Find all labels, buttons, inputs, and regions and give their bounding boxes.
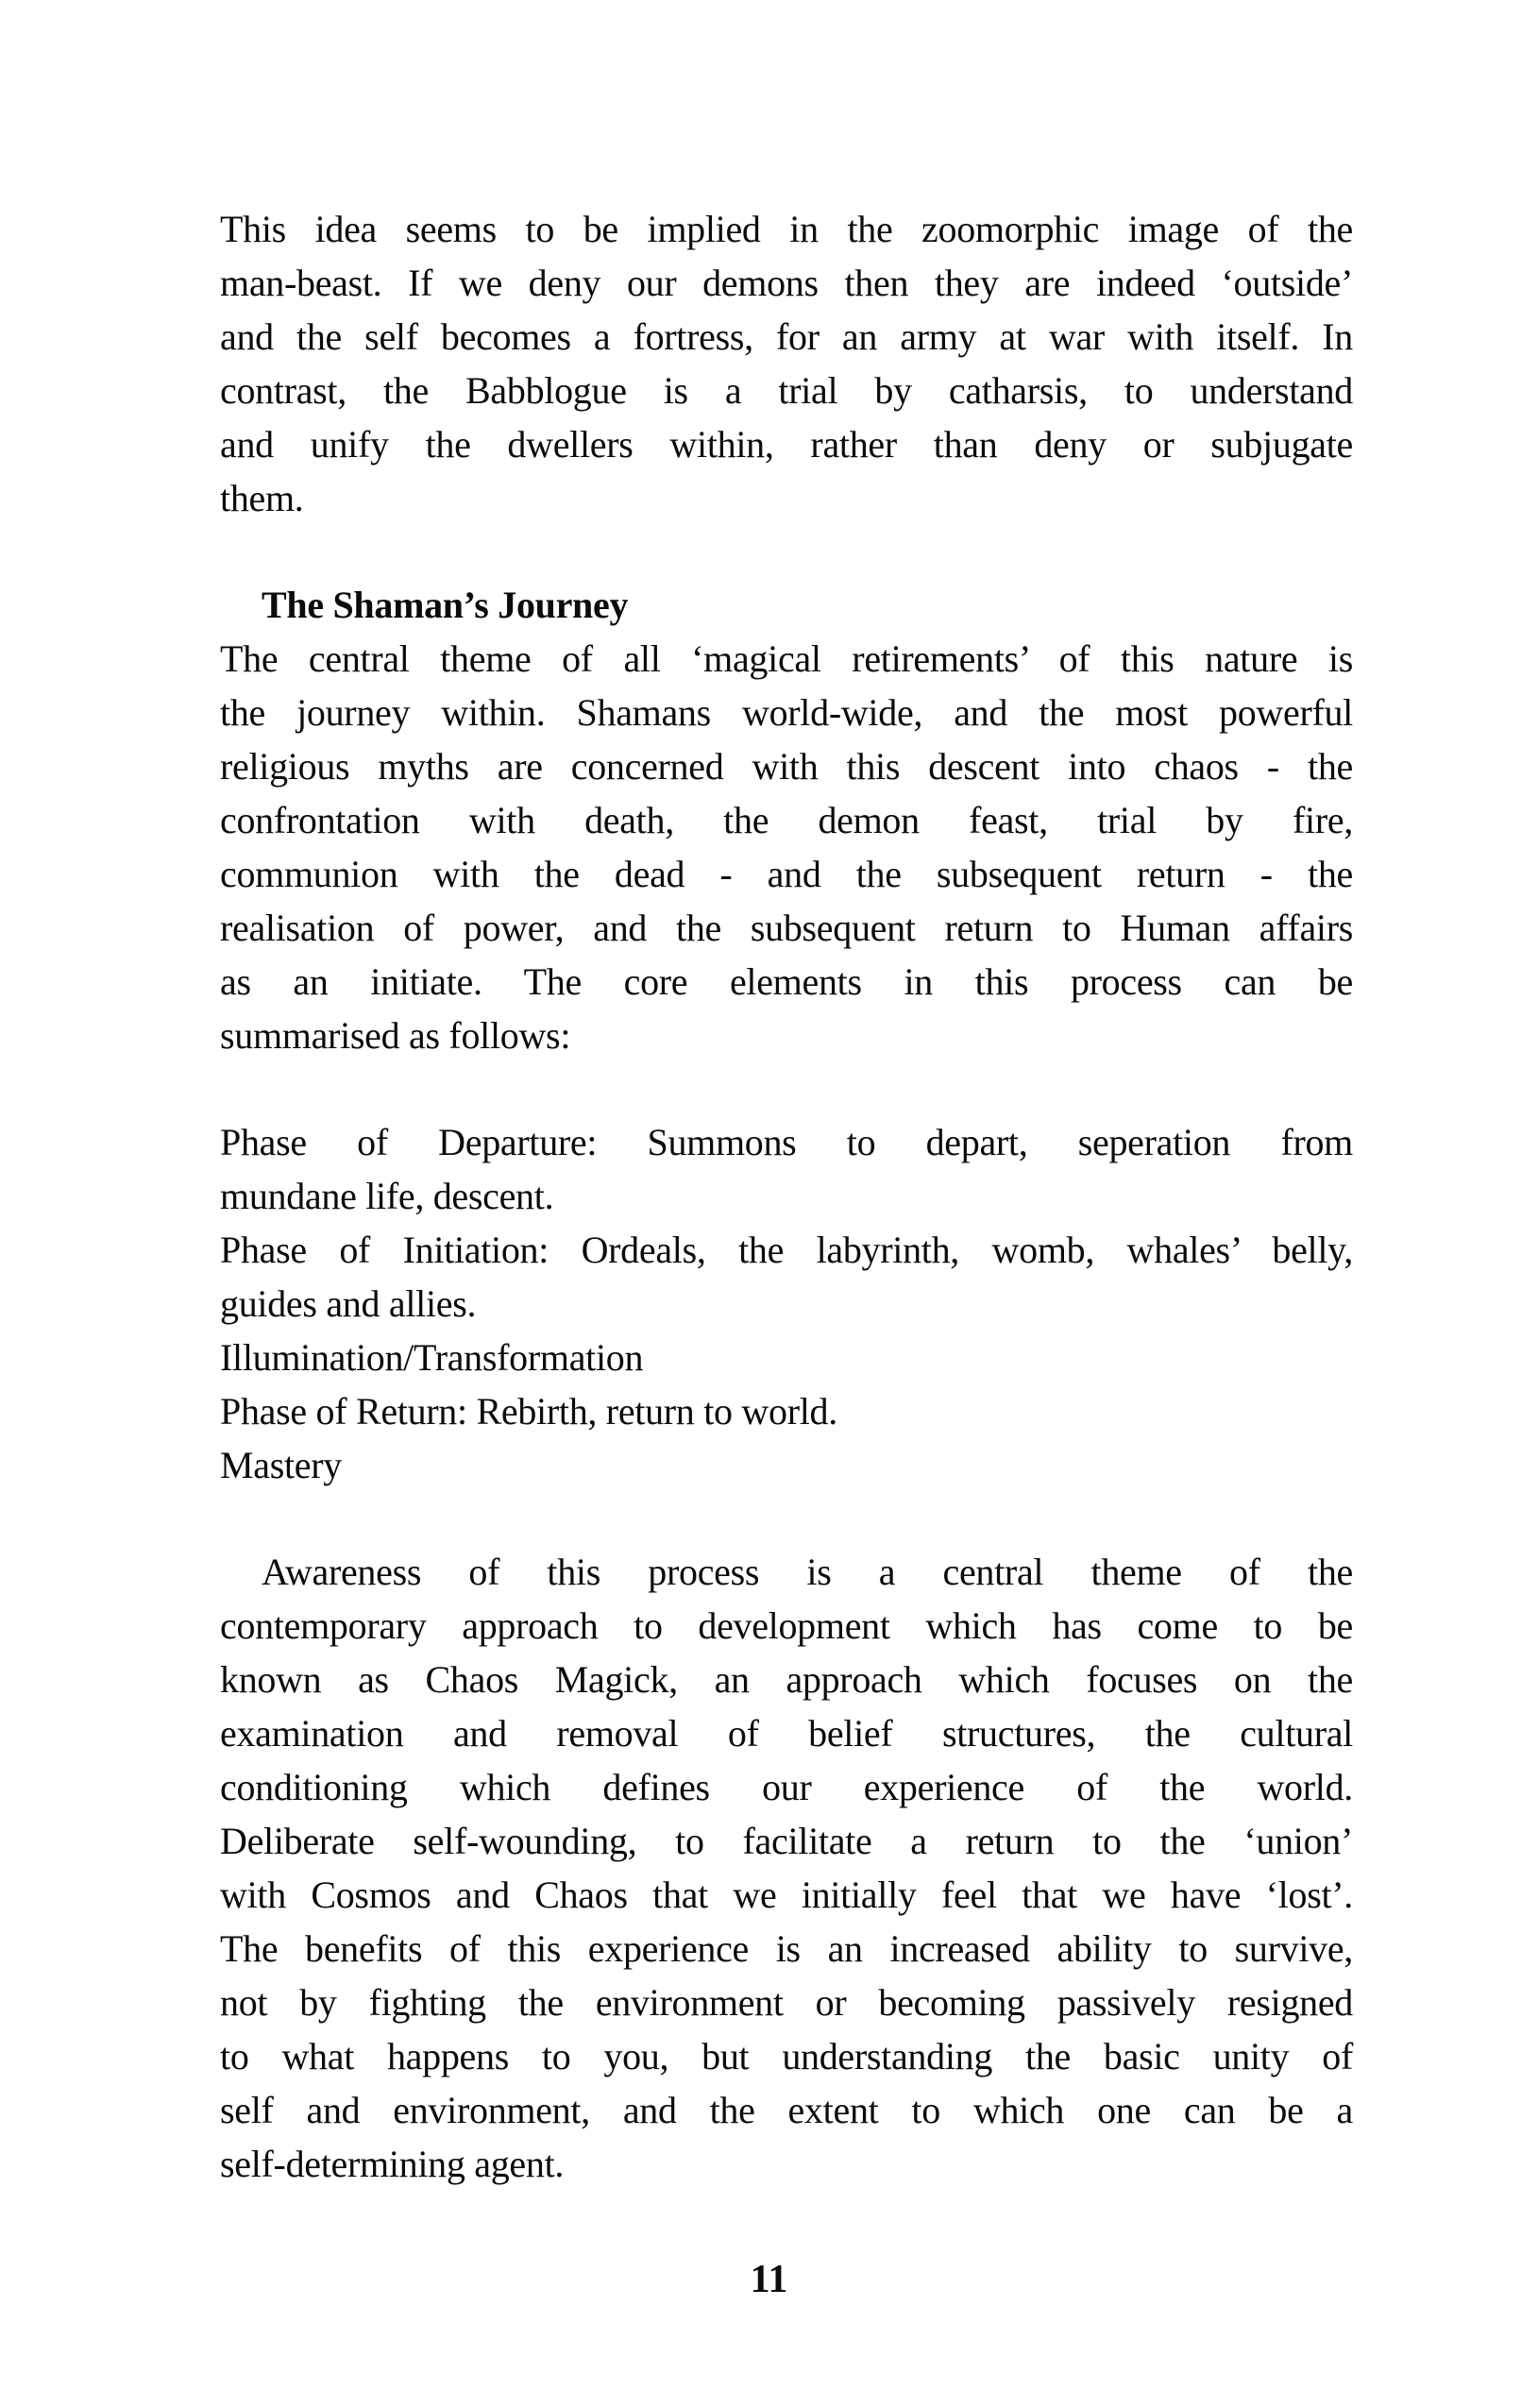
- section-heading: The Shaman’s Journey: [262, 584, 629, 626]
- text-line: conditioning which defines our experience of the world.: [220, 1766, 1353, 1808]
- text-line: the journey within. Shamans world-wide, and the most powerful: [220, 691, 1353, 734]
- text-line: Phase of Return: Rebirth, return to world.: [220, 1390, 837, 1433]
- page-number: 11: [750, 2258, 788, 2301]
- text-line: Mastery: [220, 1444, 342, 1486]
- text-line: The benefits of this experience is an increased ability to survive,: [220, 1927, 1353, 1970]
- text-line: self-determining agent.: [220, 2143, 565, 2185]
- text-line: Deliberate self-wounding, to facilitate a return to the ‘union’: [220, 1820, 1353, 1862]
- text-line: Phase of Initiation: Ordeals, the labyrinth, womb, whales’ belly,: [220, 1229, 1353, 1271]
- text-line: contemporary approach to development which has come to be: [220, 1604, 1353, 1647]
- text-line: examination and removal of belief structures, the cultural: [220, 1712, 1353, 1755]
- text-line: summarised as follows:: [220, 1014, 571, 1057]
- text-line: them.: [220, 477, 304, 519]
- phases-list: [220, 1115, 1353, 1492]
- text-line: not by fighting the environment or becoming passively resigned: [220, 1981, 1353, 2024]
- text-line: Phase of Departure: Summons to depart, seperation from: [220, 1121, 1353, 1163]
- text-line: and the self becomes a fortress, for an army at war with itself. In: [220, 315, 1353, 358]
- text-line: confrontation with death, the demon feast, trial by fire,: [220, 799, 1353, 841]
- text-line: known as Chaos Magick, an approach which focuses on the: [220, 1658, 1353, 1701]
- text-line: Awareness of this process is a central theme of the: [262, 1551, 1353, 1593]
- text-line: self and environment, and the extent to which one can be a: [220, 2089, 1353, 2131]
- paragraph-man-beast: [220, 202, 1353, 525]
- text-line: guides and allies.: [220, 1282, 477, 1325]
- section-shamans-journey: [220, 578, 1353, 1062]
- text-line: Illumination/Transformation: [220, 1336, 644, 1379]
- text-line: mundane life, descent.: [220, 1175, 554, 1217]
- text-line: communion with the dead - and the subsequent return - the: [220, 853, 1353, 895]
- paragraph-chaos-magick: [220, 1545, 1353, 2191]
- text-line: religious myths are concerned with this descent into chaos - the: [220, 745, 1353, 788]
- text-line: The central theme of all ‘magical retirements’ of this nature is: [220, 637, 1353, 680]
- text-line: man-beast. If we deny our demons then they are indeed ‘outside’: [220, 262, 1353, 304]
- text-line: to what happens to you, but understanding the basic unity of: [220, 2035, 1353, 2077]
- text-line: as an initiate. The core elements in this process can be: [220, 960, 1353, 1003]
- text-line: and unify the dwellers within, rather than deny or subjugate: [220, 423, 1353, 466]
- text-line: This idea seems to be implied in the zoomorphic image of the: [220, 208, 1353, 250]
- text-line: realisation of power, and the subsequent return to Human affairs: [220, 907, 1353, 949]
- text-line: contrast, the Babblogue is a trial by catharsis, to understand: [220, 369, 1353, 412]
- text-block: [220, 202, 1353, 2191]
- text-line: with Cosmos and Chaos that we initially feel that we have ‘lost’.: [220, 1874, 1353, 1916]
